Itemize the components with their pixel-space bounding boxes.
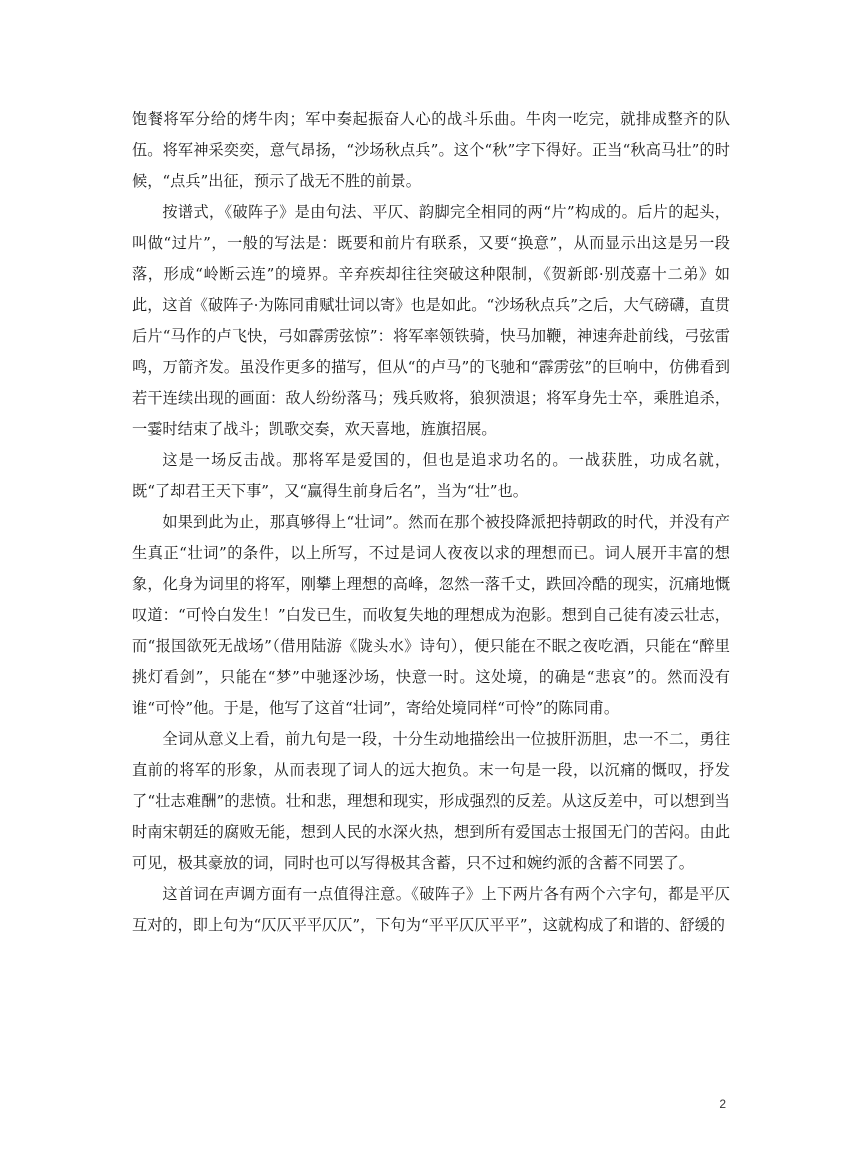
paragraph-2: 按谱式，《破阵子》是由句法、平仄、韵脚完全相同的两“片”构成的。后片的起头，叫做“过片”，一般的写法是：既要和前片有联系，又要“换意”，从而显示出这是另一段落，形成“岭断云连”的境界。辛弃疾却往往突破这种限制，《贺新郎·别茂嘉十二弟》如此，这首《破阵子·为陈同甫赋壮词以寄》也是如此。“沙场秋点兵”之后，大气磅礴，直贯后片“马作的卢飞快，弓如霹雳弦惊”：将军率领铁骑，快马加鞭，神速奔赴前线，弓弦雷鸣，万箭齐发。虽没作更多的描写，但从“的卢马”的飞驰和“霹雳弦”的巨响中，仿佛看到若干连续出现的画面：敌人纷纷落马；残兵败将，狼狈溃退；将军身先士卒，乘胜追杀，一霎时结束了战斗；凯歌交奏，欢天喜地，旌旗招展。 (132, 203, 730, 438)
paragraph-6: 这首词在声调方面有一点值得注意。《破阵子》上下两片各有两个六字句，都是平仄互对的，即上句为“仄仄平平仄仄”，下句为“平平仄仄平平”，这就构成了和谐的、舒缓的 (132, 885, 730, 934)
paragraph-4: 如果到此为止，那真够得上“壮词”。然而在那个被投降派把持朝政的时代，并没有产生真正“壮词”的条件，以上所写，不过是词人夜夜以求的理想而已。词人展开丰富的想象，化身为词里的将军，刚攀上理想的高峰，忽然一落千丈，跌回冷酷的现实，沉痛地慨叹道：“可怜白发生！”白发已生，而收复失地的理想成为泡影。想到自己徒有凌云壮志，而“报国欲死无战场”（借用陆游《陇头水》诗句），便只能在不眠之夜吃酒，只能在“醉里挑灯看剑”，只能在“梦”中驰逐沙场，快意一时。这处境，的确是“悲哀”的。然而没有谁“可怜”他。于是，他写了这首“壮词”，寄给处境同样“可怜”的陈同甫。 (132, 513, 730, 717)
document-body (132, 104, 730, 941)
paragraph-1: 饱餐将军分给的烤牛肉；军中奏起振奋人心的战斗乐曲。牛肉一吃完，就排成整齐的队伍。将军神采奕奕，意气昂扬，“沙场秋点兵”。这个“秋”字下得好。正当“秋高马壮”的时候，“点兵”出征，预示了战无不胜的前景。 (132, 110, 730, 190)
paragraph-5: 全词从意义上看，前九句是一段，十分生动地描绘出一位披肝沥胆，忠一不二，勇往直前的将军的形象，从而表现了词人的远大抱负。末一句是一段，以沉痛的慨叹，抒发了“壮志难酬”的悲愤。壮和悲，理想和现实，形成强烈的反差。从这反差中，可以想到当时南宋朝廷的腐败无能，想到人民的水深火热，想到所有爱国志士报国无门的苦闷。由此可见，极其豪放的词，同时也可以写得极其含蓄，只不过和婉约派的含蓄不同罢了。 (132, 730, 730, 872)
page-number: 2 (719, 1097, 726, 1111)
paragraph-3: 这是一场反击战。那将军是爱国的，但也是追求功名的。一战获胜，功成名就，既“了却君王天下事”，又“赢得生前身后名”，当为“壮”也。 (132, 451, 730, 500)
